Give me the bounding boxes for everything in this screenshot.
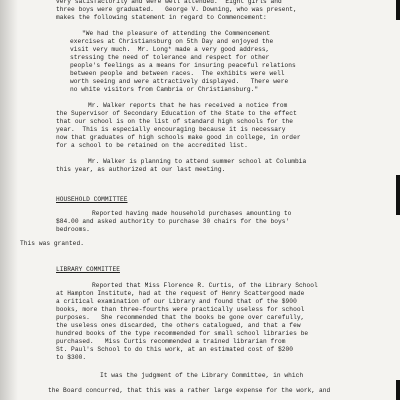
section-heading-library: LIBRARY COMMITTEE: [56, 266, 120, 273]
text-line: Mr. Walker is planning to attend summer school at Columbia: [88, 158, 307, 165]
quote-line: stressing the need of tolerance and respect for other: [70, 54, 270, 61]
page-edge-shadow: [0, 0, 18, 400]
text-line: three boys were graduated. George V. Downing, who was present,: [56, 6, 297, 13]
text-line: hundred books of the type recommended for small school libraries be: [56, 330, 309, 337]
text-line: at Hampton Institute, had at the request of Henry Scattergood made: [56, 290, 305, 297]
text-line: now that graduates of high schools make good in college, in order: [56, 134, 301, 141]
quote-line: worth seeing and were attractively displayed. There were: [70, 78, 289, 85]
text-line: this year, as authorized at our last meeting.: [56, 166, 226, 173]
text-line: to $300.: [56, 354, 87, 361]
binding-mark: [396, 175, 400, 215]
text-line: for a school to be retained on the accredited list.: [56, 142, 248, 149]
quote-line: exercises at Christiansburg on 5th Day and enjoyed the: [70, 38, 274, 45]
text-line: a critical examination of our Library and found that of the $900: [56, 298, 297, 305]
text-line: very satisfactorily and were well attended. Eight girls and: [56, 0, 282, 5]
binding-mark: [396, 0, 400, 20]
text-line: makes the following statement in regard to Commencement:: [56, 14, 267, 21]
binding-mark: [396, 380, 400, 400]
quote-line: visit very much. Mr. Long* made a very good address,: [70, 46, 270, 53]
section-heading-household: HOUSEHOLD COMMITTEE: [56, 196, 128, 203]
text-line: the Board concurred, that this was a rather large expense for the work, and: [48, 387, 331, 394]
text-line: Reported having made household purchases amounting to: [92, 210, 292, 217]
quote-line: people's feelings as a means for insuring peaceful relations: [70, 62, 296, 69]
quote-line: between people and between races. The exhibits were well: [70, 70, 285, 77]
text-line: the Supervisor of Secondary Education of the State to the effect: [56, 110, 297, 117]
text-line: It was the judgment of the Library Committee, in which: [100, 372, 304, 379]
text-line: purposes. She recommended that the books be gone over carefully,: [56, 314, 305, 321]
quote-line: "We had the pleasure of attending the Commencement: [82, 30, 271, 37]
text-line: the useless ones discarded, the others catalogued, and that a few: [56, 322, 301, 329]
text-line: Reported that Miss Florence R. Curtis, of the Library School: [92, 282, 318, 289]
quote-line: no white visitors from Cambria or Christiansburg.": [70, 86, 259, 93]
text-line: books, more than three-fourths were practically useless for school: [56, 306, 305, 313]
text-line: bedrooms.: [56, 226, 90, 233]
text-line: that our school is on the list of standard high schools for the: [56, 118, 294, 125]
text-line: $84.00 and asked authority to purchase 30 chairs for the boys': [56, 218, 290, 225]
text-line: purchased. Miss Curtis recommended a trained librarian from: [56, 338, 286, 345]
text-line: This was granted.: [20, 240, 84, 247]
text-line: year. This is especially encouraging because it is necessary: [56, 126, 286, 133]
text-line: Mr. Walker reports that he has received a notice from: [88, 102, 288, 109]
text-line: St. Paul's School to do this work, at an estimated cost of $200: [56, 346, 294, 353]
